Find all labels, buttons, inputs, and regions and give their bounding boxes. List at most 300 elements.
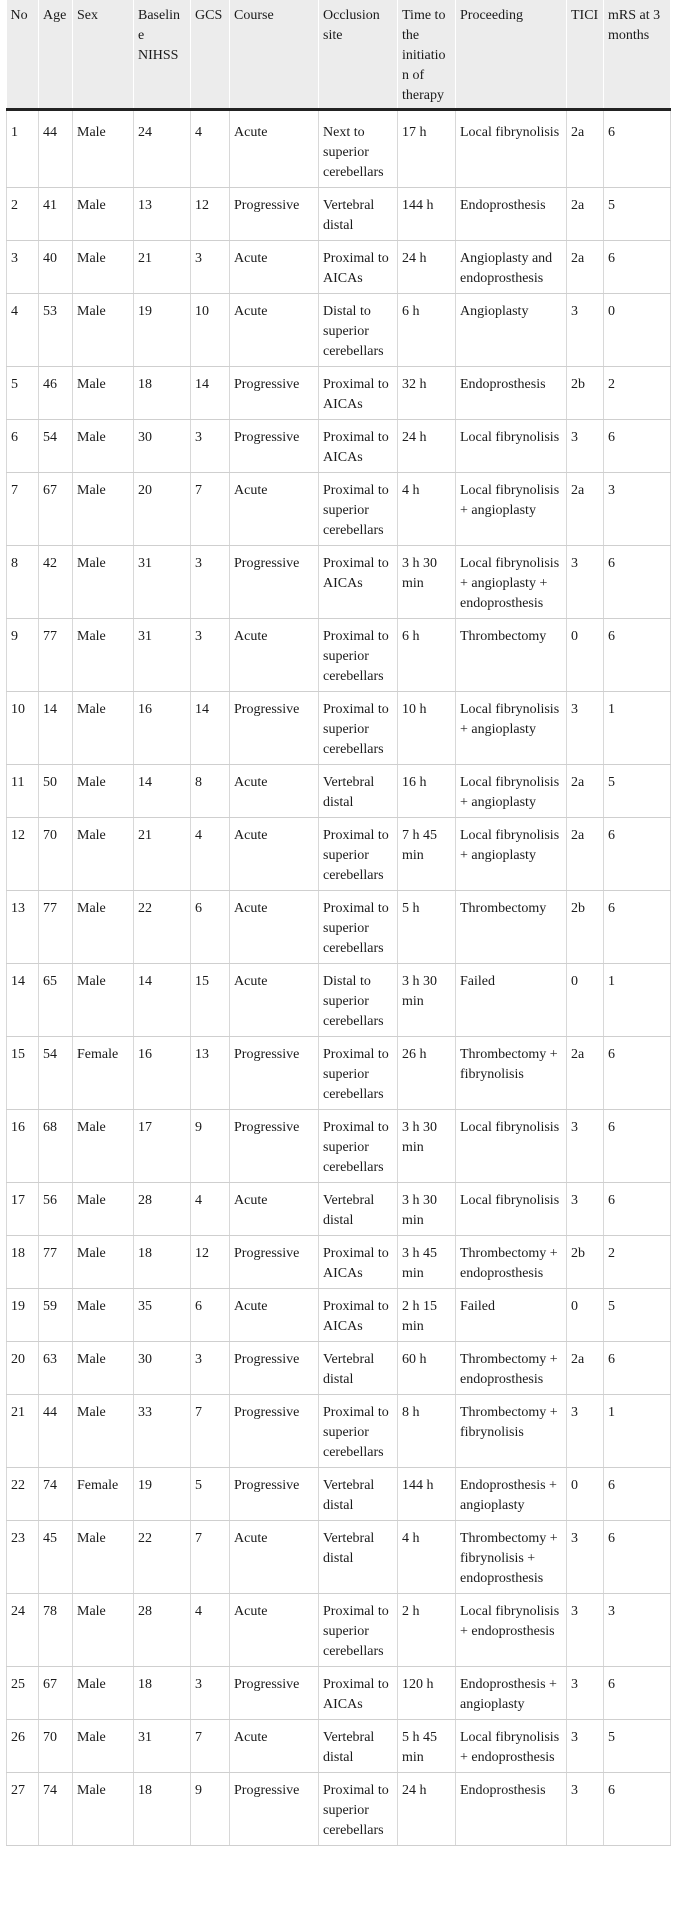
cell-tici: 0 (567, 619, 604, 692)
table-row (7, 1773, 671, 1846)
cell-tici: 2b (567, 891, 604, 964)
cell-mrs: 6 (604, 1773, 671, 1846)
cell-nihss: 18 (134, 367, 191, 420)
cell-proceeding: Thrombectomy + endoprosthesis (456, 1236, 567, 1289)
cell-mrs: 6 (604, 1521, 671, 1594)
cell-tici: 3 (567, 1594, 604, 1667)
cell-age: 14 (39, 692, 73, 765)
cell-sex: Male (73, 619, 134, 692)
cell-time: 24 h (398, 420, 456, 473)
table-row (7, 110, 671, 188)
table-header (7, 0, 671, 110)
cell-gcs: 10 (191, 294, 230, 367)
cell-sex: Male (73, 1183, 134, 1236)
cell-proceeding: Failed (456, 1289, 567, 1342)
cell-course: Acute (230, 473, 319, 546)
table-row (7, 1037, 671, 1110)
table-row (7, 294, 671, 367)
cell-occlusion: Distal to superior cerebellars (319, 964, 398, 1037)
cell-proceeding: Thrombectomy (456, 891, 567, 964)
cell-occlusion: Vertebral distal (319, 1521, 398, 1594)
cell-proceeding: Local fibrynolisis (456, 420, 567, 473)
cell-tici: 2b (567, 367, 604, 420)
cell-no: 22 (7, 1468, 39, 1521)
cell-nihss: 22 (134, 1521, 191, 1594)
cell-age: 54 (39, 420, 73, 473)
cell-proceeding: Local fibrynolisis + angioplasty (456, 692, 567, 765)
cell-gcs: 6 (191, 1289, 230, 1342)
cell-sex: Male (73, 964, 134, 1037)
cell-mrs: 6 (604, 891, 671, 964)
cell-mrs: 6 (604, 546, 671, 619)
cell-tici: 3 (567, 1720, 604, 1773)
cell-course: Progressive (230, 1342, 319, 1395)
cell-nihss: 13 (134, 188, 191, 241)
table-row (7, 1395, 671, 1468)
cell-proceeding: Local fibrynolisis + angioplasty (456, 765, 567, 818)
cell-occlusion: Proximal to AICAs (319, 1667, 398, 1720)
table-row (7, 1289, 671, 1342)
cell-nihss: 14 (134, 964, 191, 1037)
cell-gcs: 3 (191, 420, 230, 473)
cell-course: Progressive (230, 546, 319, 619)
cell-occlusion: Distal to superior cerebellars (319, 294, 398, 367)
cell-course: Progressive (230, 1468, 319, 1521)
cell-mrs: 6 (604, 1183, 671, 1236)
cell-occlusion: Proximal to AICAs (319, 546, 398, 619)
cell-sex: Male (73, 1773, 134, 1846)
cell-mrs: 6 (604, 1037, 671, 1110)
cell-age: 77 (39, 891, 73, 964)
cell-course: Acute (230, 765, 319, 818)
cell-mrs: 5 (604, 1289, 671, 1342)
cell-gcs: 4 (191, 110, 230, 188)
cell-tici: 2a (567, 188, 604, 241)
cell-tici: 2a (567, 110, 604, 188)
cell-nihss: 19 (134, 294, 191, 367)
cell-tici: 0 (567, 964, 604, 1037)
cell-gcs: 14 (191, 692, 230, 765)
cell-gcs: 5 (191, 1468, 230, 1521)
cell-course: Acute (230, 619, 319, 692)
cell-sex: Male (73, 420, 134, 473)
cell-time: 2 h 15 min (398, 1289, 456, 1342)
cell-sex: Male (73, 1395, 134, 1468)
cell-age: 63 (39, 1342, 73, 1395)
cell-sex: Male (73, 891, 134, 964)
cell-mrs: 0 (604, 294, 671, 367)
cell-time: 144 h (398, 188, 456, 241)
cell-occlusion: Proximal to AICAs (319, 367, 398, 420)
cell-tici: 3 (567, 1773, 604, 1846)
table-row (7, 1521, 671, 1594)
cell-occlusion: Proximal to superior cerebellars (319, 891, 398, 964)
cell-nihss: 14 (134, 765, 191, 818)
cell-proceeding: Endoprosthesis (456, 1773, 567, 1846)
cell-course: Acute (230, 964, 319, 1037)
cell-age: 70 (39, 818, 73, 891)
cell-gcs: 12 (191, 1236, 230, 1289)
table-row (7, 891, 671, 964)
cell-proceeding: Local fibrynolisis + angioplasty (456, 473, 567, 546)
cell-age: 44 (39, 110, 73, 188)
cell-no: 1 (7, 110, 39, 188)
cell-age: 56 (39, 1183, 73, 1236)
cell-occlusion: Proximal to superior cerebellars (319, 1037, 398, 1110)
cell-tici: 2a (567, 473, 604, 546)
cell-gcs: 3 (191, 546, 230, 619)
cell-time: 3 h 30 min (398, 546, 456, 619)
cell-tici: 2a (567, 1037, 604, 1110)
table-row (7, 619, 671, 692)
cell-sex: Male (73, 765, 134, 818)
cell-age: 53 (39, 294, 73, 367)
cell-proceeding: Local fibrynolisis (456, 1183, 567, 1236)
cell-time: 6 h (398, 619, 456, 692)
cell-proceeding: Endoprosthesis (456, 367, 567, 420)
cell-tici: 3 (567, 1521, 604, 1594)
cell-course: Progressive (230, 420, 319, 473)
cell-occlusion: Vertebral distal (319, 1342, 398, 1395)
cell-time: 24 h (398, 1773, 456, 1846)
table-row (7, 1183, 671, 1236)
table-row (7, 241, 671, 294)
cell-age: 42 (39, 546, 73, 619)
cell-nihss: 18 (134, 1773, 191, 1846)
cell-no: 15 (7, 1037, 39, 1110)
cell-no: 4 (7, 294, 39, 367)
cell-proceeding: Angioplasty (456, 294, 567, 367)
cell-sex: Male (73, 818, 134, 891)
cell-course: Acute (230, 294, 319, 367)
cell-no: 19 (7, 1289, 39, 1342)
cell-age: 45 (39, 1521, 73, 1594)
table-row (7, 1236, 671, 1289)
cell-no: 27 (7, 1773, 39, 1846)
cell-mrs: 6 (604, 110, 671, 188)
cell-proceeding: Local fibrynolisis (456, 1110, 567, 1183)
cell-age: 44 (39, 1395, 73, 1468)
cell-time: 32 h (398, 367, 456, 420)
cell-sex: Male (73, 1594, 134, 1667)
cell-mrs: 3 (604, 1594, 671, 1667)
cell-gcs: 3 (191, 619, 230, 692)
cell-no: 23 (7, 1521, 39, 1594)
cell-no: 7 (7, 473, 39, 546)
cell-gcs: 3 (191, 1342, 230, 1395)
header-mrs: mRS at 3 months (604, 0, 671, 110)
cell-tici: 3 (567, 692, 604, 765)
cell-nihss: 18 (134, 1236, 191, 1289)
cell-gcs: 15 (191, 964, 230, 1037)
table-row (7, 692, 671, 765)
header-age: Age (39, 0, 73, 110)
cell-mrs: 6 (604, 1468, 671, 1521)
cell-course: Progressive (230, 188, 319, 241)
cell-occlusion: Proximal to superior cerebellars (319, 473, 398, 546)
cell-time: 5 h 45 min (398, 1720, 456, 1773)
cell-tici: 2b (567, 1236, 604, 1289)
cell-time: 7 h 45 min (398, 818, 456, 891)
cell-age: 78 (39, 1594, 73, 1667)
cell-mrs: 6 (604, 1110, 671, 1183)
cell-course: Acute (230, 1521, 319, 1594)
cell-time: 24 h (398, 241, 456, 294)
cell-time: 5 h (398, 891, 456, 964)
table-row (7, 1342, 671, 1395)
cell-mrs: 6 (604, 241, 671, 294)
cell-mrs: 5 (604, 1720, 671, 1773)
cell-mrs: 5 (604, 765, 671, 818)
cell-gcs: 8 (191, 765, 230, 818)
cell-no: 12 (7, 818, 39, 891)
cell-no: 21 (7, 1395, 39, 1468)
cell-time: 26 h (398, 1037, 456, 1110)
cell-course: Progressive (230, 1395, 319, 1468)
cell-occlusion: Proximal to superior cerebellars (319, 1773, 398, 1846)
cell-sex: Female (73, 1037, 134, 1110)
cell-gcs: 9 (191, 1110, 230, 1183)
cell-tici: 0 (567, 1289, 604, 1342)
cell-proceeding: Thrombectomy (456, 619, 567, 692)
cell-time: 3 h 30 min (398, 1183, 456, 1236)
table-row (7, 1667, 671, 1720)
cell-tici: 3 (567, 294, 604, 367)
cell-no: 25 (7, 1667, 39, 1720)
cell-mrs: 2 (604, 1236, 671, 1289)
cell-no: 11 (7, 765, 39, 818)
header-nihss: Baseline NIHSS (134, 0, 191, 110)
cell-sex: Female (73, 1468, 134, 1521)
cell-time: 16 h (398, 765, 456, 818)
cell-nihss: 35 (134, 1289, 191, 1342)
cell-occlusion: Vertebral distal (319, 1183, 398, 1236)
cell-gcs: 14 (191, 367, 230, 420)
cell-gcs: 4 (191, 1183, 230, 1236)
cell-course: Progressive (230, 367, 319, 420)
cell-sex: Male (73, 546, 134, 619)
table-row (7, 765, 671, 818)
cell-nihss: 19 (134, 1468, 191, 1521)
cell-occlusion: Vertebral distal (319, 765, 398, 818)
cell-nihss: 30 (134, 1342, 191, 1395)
cell-course: Acute (230, 818, 319, 891)
cell-proceeding: Angioplasty and endoprosthesis (456, 241, 567, 294)
cell-age: 77 (39, 619, 73, 692)
header-sex: Sex (73, 0, 134, 110)
cell-age: 50 (39, 765, 73, 818)
cell-time: 3 h 30 min (398, 964, 456, 1037)
cell-proceeding: Local fibrynolisis (456, 110, 567, 188)
cell-age: 74 (39, 1773, 73, 1846)
cell-sex: Male (73, 473, 134, 546)
cell-no: 10 (7, 692, 39, 765)
cell-tici: 2a (567, 1342, 604, 1395)
header-gcs: GCS (191, 0, 230, 110)
cell-time: 3 h 30 min (398, 1110, 456, 1183)
cell-time: 17 h (398, 110, 456, 188)
cell-occlusion: Proximal to AICAs (319, 420, 398, 473)
cell-nihss: 20 (134, 473, 191, 546)
cell-nihss: 18 (134, 1667, 191, 1720)
header-course: Course (230, 0, 319, 110)
cell-occlusion: Proximal to superior cerebellars (319, 619, 398, 692)
cell-no: 8 (7, 546, 39, 619)
cell-no: 26 (7, 1720, 39, 1773)
cell-course: Acute (230, 110, 319, 188)
cell-occlusion: Next to superior cerebellars (319, 110, 398, 188)
cell-occlusion: Proximal to AICAs (319, 1236, 398, 1289)
cell-proceeding: Local fibrynolisis + endoprosthesis (456, 1594, 567, 1667)
cell-tici: 3 (567, 1110, 604, 1183)
table-body (7, 110, 671, 1846)
cell-time: 4 h (398, 473, 456, 546)
table-row (7, 1720, 671, 1773)
cell-course: Progressive (230, 1037, 319, 1110)
cell-sex: Male (73, 241, 134, 294)
cell-course: Acute (230, 891, 319, 964)
cell-nihss: 17 (134, 1110, 191, 1183)
cell-mrs: 1 (604, 964, 671, 1037)
cell-occlusion: Proximal to AICAs (319, 1289, 398, 1342)
cell-course: Progressive (230, 1773, 319, 1846)
table-row (7, 1594, 671, 1667)
cell-course: Acute (230, 1289, 319, 1342)
cell-mrs: 3 (604, 473, 671, 546)
cell-mrs: 6 (604, 420, 671, 473)
cell-course: Progressive (230, 1236, 319, 1289)
cell-occlusion: Proximal to superior cerebellars (319, 1110, 398, 1183)
cell-nihss: 28 (134, 1594, 191, 1667)
cell-age: 41 (39, 188, 73, 241)
cell-nihss: 24 (134, 110, 191, 188)
cell-proceeding: Local fibrynolisis + angioplasty + endoprosthesis (456, 546, 567, 619)
cell-age: 54 (39, 1037, 73, 1110)
cell-no: 20 (7, 1342, 39, 1395)
cell-tici: 3 (567, 1183, 604, 1236)
cell-sex: Male (73, 110, 134, 188)
cell-age: 68 (39, 1110, 73, 1183)
cell-gcs: 6 (191, 891, 230, 964)
cell-tici: 0 (567, 1468, 604, 1521)
cell-time: 60 h (398, 1342, 456, 1395)
cell-no: 24 (7, 1594, 39, 1667)
cell-occlusion: Proximal to AICAs (319, 241, 398, 294)
cell-mrs: 6 (604, 619, 671, 692)
cell-proceeding: Thrombectomy + fibrynolisis (456, 1037, 567, 1110)
table-row (7, 546, 671, 619)
cell-gcs: 4 (191, 818, 230, 891)
cell-mrs: 2 (604, 367, 671, 420)
cell-age: 67 (39, 1667, 73, 1720)
cell-time: 3 h 45 min (398, 1236, 456, 1289)
cell-age: 59 (39, 1289, 73, 1342)
cell-sex: Male (73, 1342, 134, 1395)
header-tici: TICI (567, 0, 604, 110)
cell-no: 3 (7, 241, 39, 294)
table-row (7, 964, 671, 1037)
cell-sex: Male (73, 1289, 134, 1342)
cell-nihss: 31 (134, 619, 191, 692)
cell-proceeding: Endoprosthesis (456, 188, 567, 241)
cell-sex: Male (73, 294, 134, 367)
cell-time: 4 h (398, 1521, 456, 1594)
cell-no: 9 (7, 619, 39, 692)
cell-no: 2 (7, 188, 39, 241)
header-time: Time to the initiation of therapy (398, 0, 456, 110)
cell-time: 8 h (398, 1395, 456, 1468)
cell-gcs: 7 (191, 473, 230, 546)
cell-sex: Male (73, 1667, 134, 1720)
table-row (7, 367, 671, 420)
cell-proceeding: Thrombectomy + fibrynolisis + endoprosthesis (456, 1521, 567, 1594)
cell-nihss: 30 (134, 420, 191, 473)
cell-course: Progressive (230, 1110, 319, 1183)
patient-table (6, 0, 671, 1846)
cell-proceeding: Local fibrynolisis + endoprosthesis (456, 1720, 567, 1773)
cell-time: 6 h (398, 294, 456, 367)
cell-gcs: 7 (191, 1720, 230, 1773)
cell-age: 46 (39, 367, 73, 420)
cell-no: 14 (7, 964, 39, 1037)
cell-tici: 2a (567, 765, 604, 818)
cell-no: 17 (7, 1183, 39, 1236)
cell-tici: 3 (567, 546, 604, 619)
cell-occlusion: Proximal to superior cerebellars (319, 1395, 398, 1468)
cell-course: Acute (230, 1594, 319, 1667)
cell-tici: 3 (567, 420, 604, 473)
cell-nihss: 28 (134, 1183, 191, 1236)
cell-tici: 3 (567, 1667, 604, 1720)
cell-gcs: 4 (191, 1594, 230, 1667)
cell-proceeding: Thrombectomy + fibrynolisis (456, 1395, 567, 1468)
cell-occlusion: Proximal to superior cerebellars (319, 692, 398, 765)
header-no: No (7, 0, 39, 110)
cell-proceeding: Endoprosthesis + angioplasty (456, 1667, 567, 1720)
cell-course: Acute (230, 1720, 319, 1773)
header-occlusion: Occlusion site (319, 0, 398, 110)
table-row (7, 420, 671, 473)
cell-nihss: 31 (134, 1720, 191, 1773)
cell-occlusion: Proximal to superior cerebellars (319, 1594, 398, 1667)
cell-occlusion: Vertebral distal (319, 188, 398, 241)
cell-sex: Male (73, 1720, 134, 1773)
cell-mrs: 5 (604, 188, 671, 241)
cell-sex: Male (73, 692, 134, 765)
cell-mrs: 1 (604, 692, 671, 765)
cell-nihss: 21 (134, 241, 191, 294)
cell-no: 6 (7, 420, 39, 473)
cell-age: 74 (39, 1468, 73, 1521)
cell-no: 16 (7, 1110, 39, 1183)
table-row (7, 188, 671, 241)
cell-no: 13 (7, 891, 39, 964)
cell-occlusion: Vertebral distal (319, 1468, 398, 1521)
cell-nihss: 31 (134, 546, 191, 619)
cell-sex: Male (73, 367, 134, 420)
table-row (7, 1468, 671, 1521)
table-row (7, 818, 671, 891)
cell-course: Progressive (230, 1667, 319, 1720)
cell-gcs: 12 (191, 188, 230, 241)
cell-gcs: 9 (191, 1773, 230, 1846)
cell-mrs: 6 (604, 818, 671, 891)
cell-time: 2 h (398, 1594, 456, 1667)
cell-gcs: 13 (191, 1037, 230, 1110)
cell-proceeding: Local fibrynolisis + angioplasty (456, 818, 567, 891)
cell-occlusion: Proximal to superior cerebellars (319, 818, 398, 891)
cell-gcs: 7 (191, 1521, 230, 1594)
